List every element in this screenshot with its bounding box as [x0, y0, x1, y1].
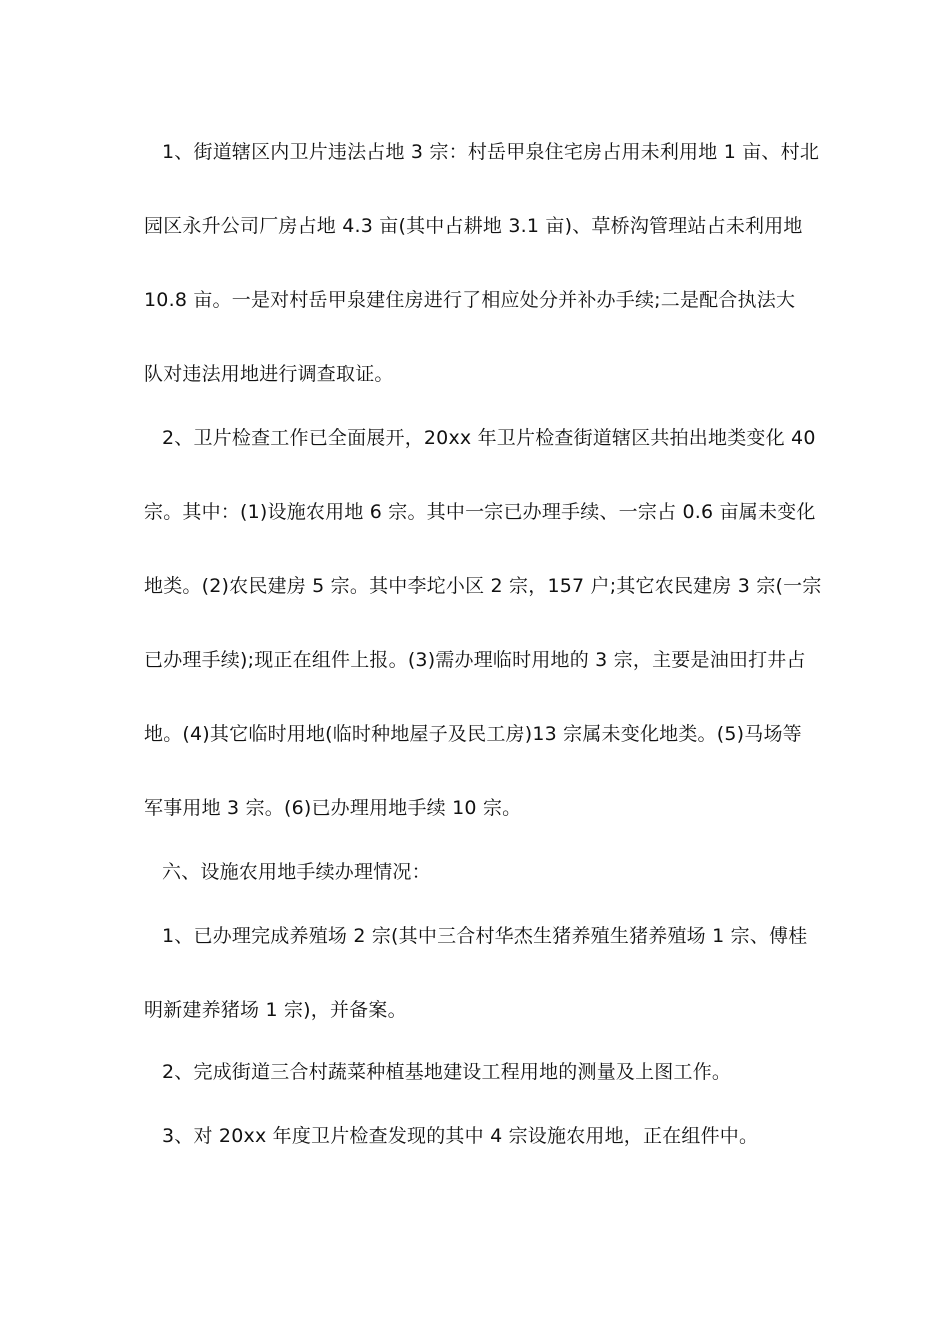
paragraph-5-line-1: 3、对 20xx 年度卫片检查发现的其中 4 宗设施农用地，正在组件中。 — [162, 1125, 759, 1147]
paragraph-2-line-4: 已办理手续);现正在组件上报。(3)需办理临时用地的 3 宗，主要是油田打井占 — [144, 649, 806, 671]
paragraph-4-line-1: 2、完成街道三合村蔬菜种植基地建设工程用地的测量及上图工作。 — [162, 1061, 732, 1083]
paragraph-1-line-4: 队对违法用地进行调查取证。 — [144, 363, 394, 385]
paragraph-3-line-2: 明新建养猪场 1 宗)，并备案。 — [144, 999, 407, 1021]
section-heading: 六、设施农用地手续办理情况： — [162, 861, 431, 883]
paragraph-1-line-3: 10.8 亩。一是对村岳甲泉建住房进行了相应处分并补办手续;二是配合执法大 — [144, 289, 796, 311]
paragraph-2-line-3: 地类。(2)农民建房 5 宗。其中李坨小区 2 宗，157 户;其它农民建房 3 宗(一宗 — [144, 575, 822, 597]
paragraph-2-line-2: 宗。其中：(1)设施农用地 6 宗。其中一宗已办理手续、一宗占 0.6 亩属未变化 — [144, 501, 816, 523]
paragraph-2-line-1: 2、卫片检查工作已全面展开，20xx 年卫片检查街道辖区共拍出地类变化 40 — [162, 427, 816, 449]
paragraph-2-line-6: 军事用地 3 宗。(6)已办理用地手续 10 宗。 — [144, 797, 522, 819]
paragraph-3-line-1: 1、已办理完成养殖场 2 宗(其中三合村华杰生猪养殖生猪养殖场 1 宗、傅桂 — [162, 925, 808, 947]
paragraph-1-line-2: 园区永升公司厂房占地 4.3 亩(其中占耕地 3.1 亩)、草桥沟管理站占未利用地 — [144, 215, 803, 237]
paragraph-2-line-5: 地。(4)其它临时用地(临时种地屋子及民工房)13 宗属未变化地类。(5)马场等 — [144, 723, 802, 745]
paragraph-1-line-1: 1、街道辖区内卫片违法占地 3 宗：村岳甲泉住宅房占用未利用地 1 亩、村北 — [162, 141, 820, 163]
